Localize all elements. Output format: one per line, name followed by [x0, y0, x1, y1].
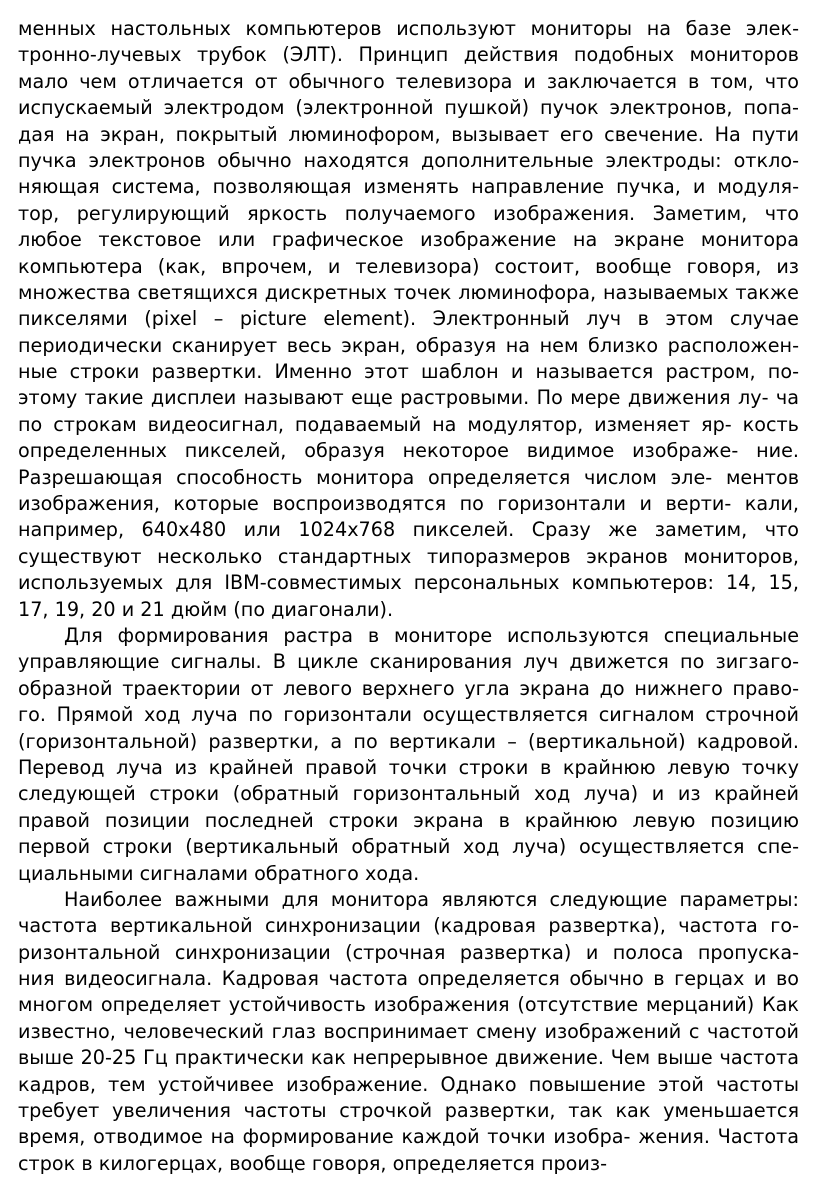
text-line [18, 227, 799, 253]
text-line [18, 148, 799, 174]
text-line-content: циальными сигналами обратного хода. [18, 861, 420, 885]
text-line [18, 280, 799, 306]
text-line-content: правой позиции последней строки экрана в крайнюю левую позицию [18, 808, 799, 832]
text-line-content: требует увеличения частоты строчкой развертки, так как уменьшается [18, 1099, 799, 1123]
text-line-content: пучка электронов обычно находятся дополнительные электроды: откло- [18, 148, 799, 172]
text-line-content: ные строки развертки. Именно этот шаблон и называется растром, по- [18, 360, 799, 384]
text-line-content: менных настольных компьютеров используют мониторы на базе элек- [18, 17, 799, 40]
text-line [18, 438, 799, 464]
text-line-content: испускаемый электродом (электронной пушкой) пучок электронов, попа- [18, 96, 799, 120]
text-line-content: компьютера (как, впрочем, и телевизора) состоит, вообще говоря, из [18, 254, 799, 278]
text-line [18, 1098, 799, 1124]
text-line [18, 174, 799, 200]
text-line [18, 122, 799, 148]
text-line [18, 69, 799, 95]
text-line [18, 887, 799, 913]
text-line-content: ния видеосигнала. Кадровая частота определяется обычно в герцах и во [18, 967, 799, 991]
text-line-content: Разрешающая способность монитора определяется числом эле- ментов [18, 465, 799, 489]
text-line-content: этому такие дисплеи называют еще растровыми. По мере движения лу- ча [18, 386, 799, 410]
text-line-content: образной траектории от левого верхнего угла экрана до нижнего право- [18, 676, 799, 700]
text-line [18, 1124, 799, 1150]
text-line-content: время, отводимое на формирование каждой точки изобра- жения. Частота [18, 1125, 799, 1149]
text-line-content: ризонтальной синхронизации (строчная развертка) и полоса пропуска- [18, 940, 799, 964]
text-line-content: первой строки (вертикальный обратный ход луча) осуществляется спе- [18, 835, 799, 859]
text-line-content: многом определяет устойчивость изображения (отсутствие мерцаний) Как [18, 993, 799, 1017]
text-line [18, 913, 799, 939]
text-line-content: (горизонтальной) развертки, а по вертикали – (вертикальной) кадровой. [18, 729, 799, 753]
text-line-content: Наиболее важными для монитора являются следующие параметры: [64, 887, 799, 911]
text-line [18, 729, 799, 755]
paragraph [18, 623, 799, 887]
text-line [18, 597, 799, 623]
text-line [18, 966, 799, 992]
text-line-content: по строкам видеосигнал, подаваемый на модулятор, изменяет яр- кость [18, 412, 799, 436]
text-line-content: определенных пикселей, образуя некоторое видимое изображе- ние. [18, 439, 799, 463]
text-line-content: известно, человеческий глаз воспринимает смену изображений с частотой [18, 1019, 799, 1043]
text-line-content: няющая система, позволяющая изменять направление пучка, и модуля- [18, 175, 799, 199]
text-line-content: пикселями (pixel – picture element). Электронный луч в этом случае [18, 307, 799, 331]
text-line [18, 676, 799, 702]
text-line [18, 16, 799, 42]
text-line [18, 412, 799, 438]
text-line-content: тронно-лучевых трубок (ЭЛТ). Принцип действия подобных мониторов [18, 43, 799, 67]
text-line-content: дая на экран, покрытый люминофором, вызывает его свечение. На пути [18, 122, 799, 146]
text-line-content: множества светящихся дискретных точек люминофора, называемых также [18, 280, 799, 304]
text-line [18, 623, 799, 649]
text-line [18, 834, 799, 860]
text-line-content: частота вертикальной синхронизации (кадровая развертка), частота го- [18, 914, 799, 938]
text-line-content: тор, регулирующий яркость получаемого изображения. Заметим, что [18, 201, 799, 225]
text-line-content: кадров, тем устойчивее изображение. Однако повышение этой частоты [18, 1072, 799, 1096]
text-line [18, 333, 799, 359]
text-line [18, 254, 799, 280]
text-line [18, 1045, 799, 1071]
text-line [18, 385, 799, 411]
text-line [18, 359, 799, 385]
paragraph [18, 16, 799, 623]
text-line [18, 861, 799, 887]
text-line [18, 42, 799, 68]
text-line-content: например, 640x480 или 1024x768 пикселей. Сразу же заметим, что [18, 518, 799, 542]
text-line [18, 201, 799, 227]
text-line-content: мало чем отличается от обычного телевизора и заключается в том, что [18, 69, 799, 93]
document-page [18, 16, 799, 1177]
text-line-content: Для формирования растра в мониторе используются специальные [64, 623, 799, 647]
text-line-content: 17, 19, 20 и 21 дюйм (по диагонали). [18, 597, 394, 621]
text-line-content: следующей строки (обратный горизонтальный ход луча) и из крайней [18, 782, 799, 806]
text-line [18, 992, 799, 1018]
text-line [18, 1072, 799, 1098]
text-line [18, 1151, 799, 1177]
text-line-content: Перевод луча из крайней правой точки строки в крайнюю левую точку [18, 755, 799, 779]
text-line [18, 781, 799, 807]
text-line-content: используемых для IBM-совместимых персональных компьютеров: 14, 15, [18, 571, 799, 595]
text-line-content: управляющие сигналы. В цикле сканирования луч движется по зигзаго- [18, 650, 799, 674]
text-line [18, 755, 799, 781]
text-line [18, 95, 799, 121]
text-line [18, 808, 799, 834]
paragraph [18, 887, 799, 1177]
text-line [18, 570, 799, 596]
text-line [18, 702, 799, 728]
text-line-content: строк в килогерцах, вообще говоря, определяется произ- [18, 1151, 608, 1175]
text-line [18, 491, 799, 517]
text-line [18, 649, 799, 675]
text-line [18, 544, 799, 570]
text-line-content: любое текстовое или графическое изображение на экране монитора [18, 228, 799, 252]
text-line-content: го. Прямой ход луча по горизонтали осуществляется сигналом строчной [18, 703, 799, 727]
text-line [18, 306, 799, 332]
text-line-content: выше 20-25 Гц практически как непрерывное движение. Чем выше частота [18, 1046, 799, 1070]
text-line [18, 1019, 799, 1045]
text-line [18, 517, 799, 543]
text-line-content: изображения, которые воспроизводятся по горизонтали и верти- кали, [18, 492, 799, 516]
text-line [18, 465, 799, 491]
text-line [18, 940, 799, 966]
text-line-content: существуют несколько стандартных типоразмеров экранов мониторов, [18, 544, 799, 568]
text-line-content: периодически сканирует весь экран, образуя на нем близко расположен- [18, 333, 799, 357]
